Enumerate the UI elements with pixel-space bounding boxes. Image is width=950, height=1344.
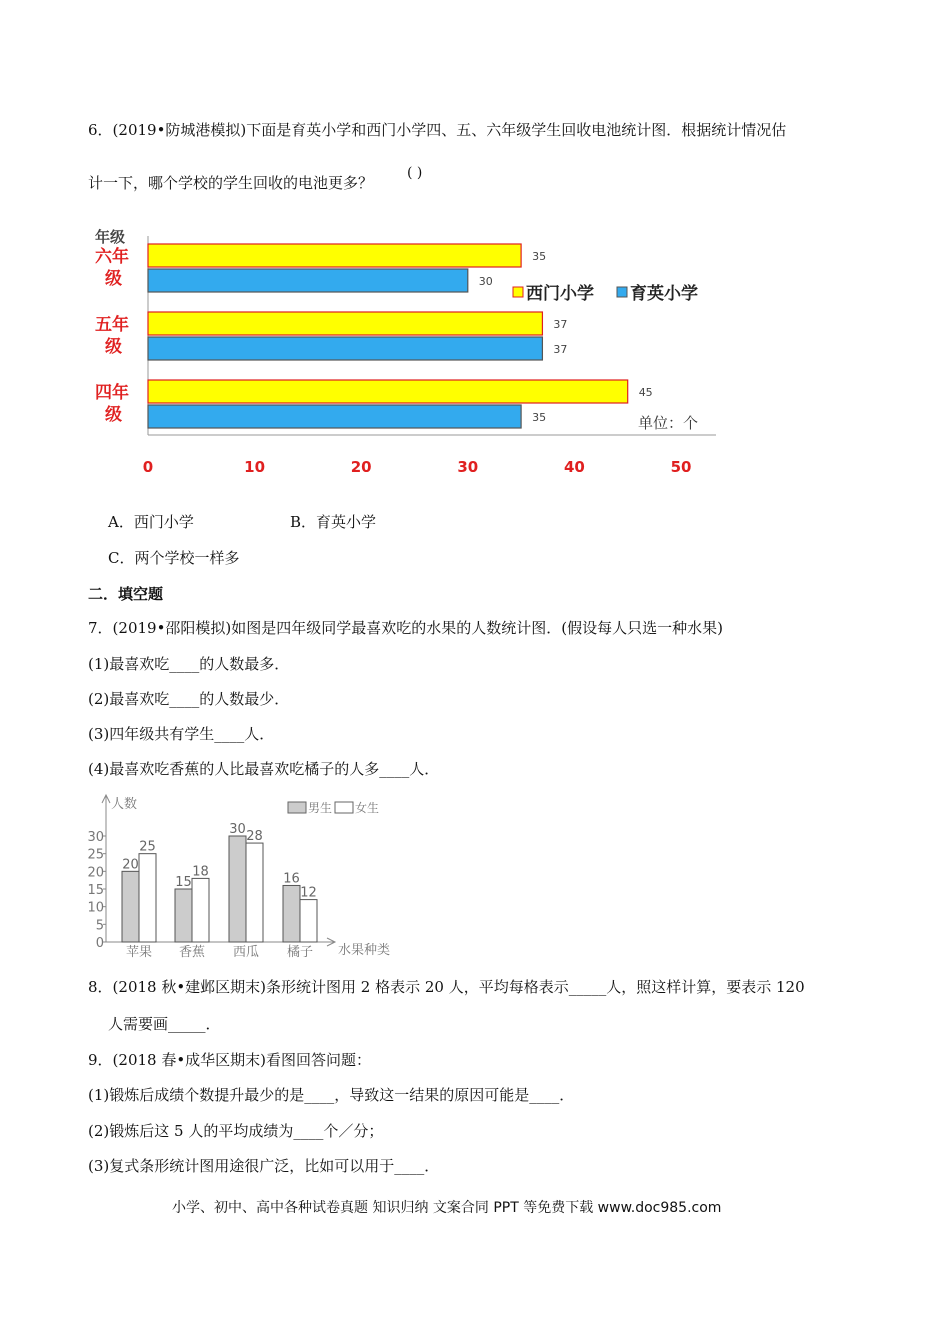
x-tick-label: 20 bbox=[350, 458, 372, 476]
bar bbox=[300, 900, 317, 942]
bar bbox=[139, 854, 156, 942]
y-tick-label: 10 bbox=[87, 900, 104, 916]
bar bbox=[148, 312, 542, 335]
legend-swatch bbox=[335, 802, 353, 813]
bar bbox=[148, 244, 521, 267]
bar bbox=[148, 337, 542, 360]
data-label: 16 bbox=[283, 871, 300, 887]
q9-sub3: (3)复式条形统计图用途很广泛，比如可以用于____． bbox=[88, 1157, 440, 1175]
q6-stem-line1: 6．(2019•防城港模拟)下面是育英小学和西门小学四、五、六年级学生回收电池统计图．根据统计情况估 bbox=[88, 121, 787, 139]
data-label: 35 bbox=[532, 250, 547, 263]
data-label: 45 bbox=[638, 386, 653, 399]
y-tick-label: 0 bbox=[95, 936, 104, 951]
y-axis-title: 年级 bbox=[95, 228, 126, 246]
q9-stem: 9．(2018 春•成华区期末)看图回答问题： bbox=[88, 1051, 372, 1069]
q6-answer-paren: ( ) bbox=[407, 165, 423, 181]
q6-option-b: B．育英小学 bbox=[290, 513, 377, 531]
q6-stem-line2: 计一下，哪个学校的学生回收的电池更多？ bbox=[88, 174, 374, 192]
data-label: 30 bbox=[229, 822, 246, 837]
category-label: 级 bbox=[105, 405, 122, 425]
q7-sub3: (3)四年级共有学生____人． bbox=[88, 725, 275, 743]
data-label: 12 bbox=[300, 885, 317, 901]
y-tick-label: 30 bbox=[87, 830, 104, 845]
q6-option-c: C．两个学校一样多 bbox=[108, 549, 240, 567]
data-label: 35 bbox=[532, 411, 547, 424]
bar bbox=[148, 380, 628, 403]
x-tick-label: 30 bbox=[457, 458, 479, 476]
y-tick-label: 15 bbox=[87, 883, 104, 898]
q9-sub1: (1)锻炼后成绩个数提升最少的是____，导致这一结果的原因可能是____． bbox=[88, 1086, 575, 1104]
data-label: 37 bbox=[553, 343, 568, 356]
q6-option-a: A．西门小学 bbox=[108, 513, 194, 531]
category-label: 级 bbox=[105, 269, 122, 289]
data-label: 28 bbox=[246, 829, 263, 845]
unit-label: 单位：个 bbox=[638, 414, 699, 432]
x-axis-label: 水果种类 bbox=[338, 943, 391, 958]
q7-sub2: (2)最喜欢吃____的人数最少． bbox=[88, 690, 290, 708]
y-axis-label: 人数 bbox=[111, 797, 138, 812]
q8-line2: 人需要画_____． bbox=[108, 1015, 221, 1033]
bar bbox=[175, 889, 192, 942]
legend-swatch bbox=[513, 287, 523, 297]
bar bbox=[148, 405, 521, 428]
bar bbox=[229, 836, 246, 942]
data-label: 25 bbox=[139, 839, 156, 855]
bar bbox=[148, 269, 468, 292]
x-tick-label: 苹果 bbox=[125, 945, 153, 960]
data-label: 37 bbox=[553, 318, 568, 331]
q7-stem: 7．(2019•邵阳模拟)如图是四年级同学最喜欢吃的水果的人数统计图．(假设每人只选一种水果) bbox=[88, 619, 723, 637]
x-tick-label: 50 bbox=[670, 458, 692, 476]
category-label: 六年 bbox=[95, 247, 129, 267]
footer: 小学、初中、高中各种试卷真题 知识归纳 文案合同 PPT 等免费下载 www.doc985.com bbox=[172, 1200, 722, 1216]
data-label: 30 bbox=[478, 275, 493, 288]
q9-sub2: (2)锻炼后这 5 人的平均成绩为____个／分； bbox=[88, 1122, 384, 1140]
fruit-chart bbox=[86, 790, 416, 962]
battery-chart bbox=[85, 222, 725, 484]
x-tick-label: 香蕉 bbox=[178, 945, 206, 960]
data-label: 20 bbox=[122, 857, 139, 873]
bar bbox=[246, 843, 263, 942]
category-label: 五年 bbox=[95, 315, 129, 335]
y-tick-label: 25 bbox=[87, 847, 104, 863]
legend-swatch bbox=[288, 802, 306, 813]
x-tick-label: 西瓜 bbox=[232, 945, 260, 960]
x-tick-label: 橘子 bbox=[286, 945, 314, 960]
x-tick-label: 10 bbox=[244, 458, 266, 476]
q7-sub4: (4)最喜欢吃香蕉的人比最喜欢吃橘子的人多____人． bbox=[88, 760, 440, 778]
legend-label: 女生 bbox=[355, 801, 380, 815]
legend-label: 西门小学 bbox=[526, 284, 594, 304]
data-label: 15 bbox=[175, 875, 192, 890]
q7-sub1: (1)最喜欢吃____的人数最多． bbox=[88, 655, 290, 673]
category-label: 级 bbox=[105, 337, 122, 357]
x-tick-label: 0 bbox=[142, 458, 154, 476]
x-tick-label: 40 bbox=[563, 458, 585, 476]
y-tick-label: 20 bbox=[87, 865, 104, 881]
category-label: 四年 bbox=[95, 383, 129, 403]
legend-swatch bbox=[617, 287, 627, 297]
q8-line1: 8．(2018 秋•建邺区期末)条形统计图用 2 格表示 20 人，平均每格表示_____人，照这样计算，要表示 120 bbox=[88, 978, 805, 996]
y-tick-label: 5 bbox=[95, 918, 104, 934]
bar bbox=[192, 878, 209, 942]
data-label: 18 bbox=[192, 864, 209, 880]
section-heading: 二．填空题 bbox=[88, 585, 164, 603]
bar bbox=[122, 871, 139, 942]
legend-label: 育英小学 bbox=[630, 284, 698, 304]
bar bbox=[283, 885, 300, 942]
legend-label: 男生 bbox=[308, 801, 333, 815]
